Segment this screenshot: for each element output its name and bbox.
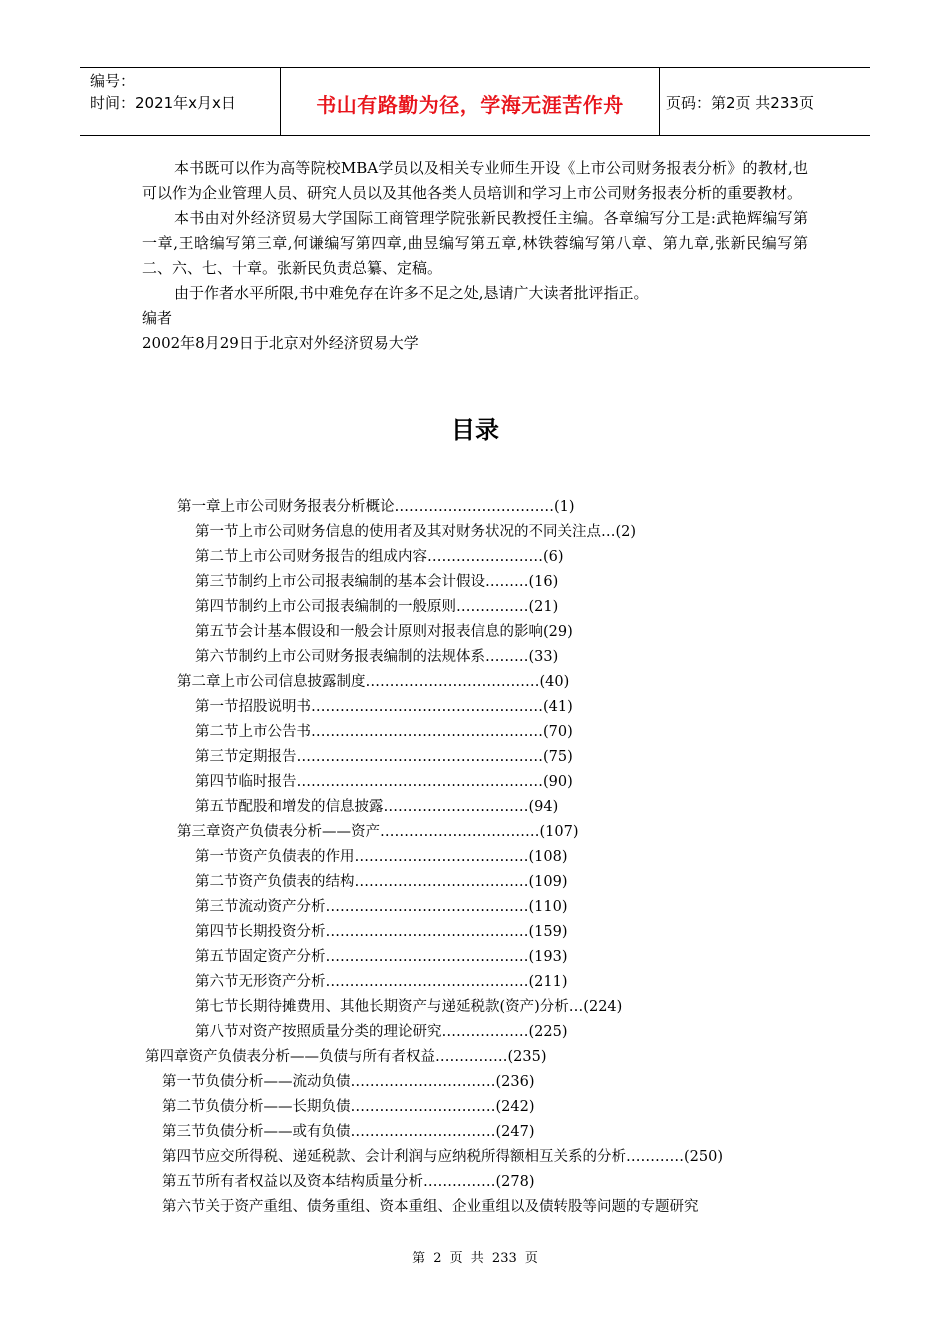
- toc-title: 目录: [451, 416, 499, 444]
- toc-section[interactable]: 第五节所有者权益以及资本结构质量分析……………(278): [162, 1174, 535, 1190]
- toc-chapter-4[interactable]: 第四章资产负债表分析——负债与所有者权益……………(235): [145, 1049, 547, 1065]
- toc-section[interactable]: 第一节负债分析——流动负债…………………………(236): [162, 1074, 535, 1090]
- toc-section[interactable]: 第一节资产负债表的作用………………………………(108): [195, 849, 568, 865]
- page-footer: 第 2 页 共 233 页: [412, 1251, 538, 1266]
- toc-section[interactable]: 第四节应交所得税、递延税款、会计利润与应纳税所得额相互关系的分析…………(250): [162, 1149, 723, 1165]
- toc-section[interactable]: 第二节资产负债表的结构………………………………(109): [195, 874, 568, 890]
- toc-section[interactable]: 第六节无形资产分析……………………………………(211): [195, 974, 568, 990]
- header-top-rule: [80, 67, 870, 68]
- toc-chapter-3[interactable]: 第三章资产负债表分析——资产……………………………(107): [177, 824, 579, 840]
- toc-section[interactable]: 第四节制约上市公司报表编制的一般原则……………(21): [195, 599, 559, 615]
- header-slogan: 书山有路勤为径，学海无涯苦作舟: [316, 93, 624, 117]
- header-meta: [90, 70, 236, 114]
- toc-section[interactable]: 第一节上市公司财务信息的使用者及其对财务状况的不同关注点…(2): [195, 524, 637, 540]
- toc-section[interactable]: 第三节制约上市公司报表编制的基本会计假设………(16): [195, 574, 559, 590]
- toc-section[interactable]: 第三节流动资产分析……………………………………(110): [195, 899, 568, 915]
- toc-section[interactable]: 第二节负债分析——长期负债…………………………(242): [162, 1099, 535, 1115]
- header-divider-left: [280, 67, 281, 135]
- header-bottom-rule: [80, 135, 870, 136]
- preface-signature: 编者: [142, 309, 173, 327]
- toc-section[interactable]: 第四节长期投资分析……………………………………(159): [195, 924, 568, 940]
- document-time: 时间：2021年x月x日: [90, 94, 236, 112]
- toc-chapter-2[interactable]: 第二章上市公司信息披露制度………………………………(40): [177, 674, 570, 690]
- document-number: 编号：: [90, 72, 136, 90]
- toc-section[interactable]: 第六节制约上市公司财务报表编制的法规体系………(33): [195, 649, 559, 665]
- toc-section[interactable]: 第八节对资产按照质量分类的理论研究………………(225): [195, 1024, 568, 1040]
- toc-section[interactable]: 第三节负债分析——或有负债…………………………(247): [162, 1124, 535, 1140]
- preface: [142, 156, 808, 356]
- header-divider-right: [659, 67, 660, 135]
- toc-section[interactable]: 第四节临时报告……………………………………………(90): [195, 774, 573, 790]
- preface-paragraph: 本书既可以作为高等院校MBA学员以及相关专业师生开设《上市公司财务报表分析》的教材,也可以作为企业管理人员、研究人员以及其他各类人员培训和学习上市公司财务报表分析的重要教材。: [142, 159, 808, 202]
- header-page-number: 页码：第2页 共233页: [666, 94, 814, 112]
- preface-paragraph: 本书由对外经济贸易大学国际工商管理学院张新民教授任主编。各章编写分工是:武艳辉编写第一章,王晗编写第三章,何谦编写第四章,曲昱编写第五章,林铁蓉编写第八章、第九章,张新民编写第二、六、七、十章。张新民负责总纂、定稿。: [142, 209, 808, 277]
- toc-section[interactable]: 第二节上市公司财务报告的组成内容……………………(6): [195, 549, 564, 565]
- toc-section[interactable]: 第五节配股和增发的信息披露…………………………(94): [195, 799, 559, 815]
- toc-chapter-1[interactable]: 第一章上市公司财务报表分析概论……………………………(1): [177, 499, 575, 515]
- toc-section[interactable]: 第一节招股说明书…………………………………………(41): [195, 699, 573, 715]
- toc-section[interactable]: 第六节关于资产重组、债务重组、资本重组、企业重组以及债转股等问题的专题研究: [162, 1199, 699, 1215]
- toc-section[interactable]: 第七节长期待摊费用、其他长期资产与递延税款(资产)分析…(224): [195, 999, 623, 1015]
- preface-paragraph: 由于作者水平所限,书中难免存在许多不足之处,恳请广大读者批评指正。: [174, 284, 649, 302]
- toc-section[interactable]: 第二节上市公告书…………………………………………(70): [195, 724, 573, 740]
- preface-date: 2002年8月29日于北京对外经济贸易大学: [142, 334, 419, 352]
- toc-section[interactable]: 第五节会计基本假设和一般会计原则对报表信息的影响(29): [195, 624, 573, 640]
- toc-section[interactable]: 第三节定期报告……………………………………………(75): [195, 749, 573, 765]
- toc-section[interactable]: 第五节固定资产分析……………………………………(193): [195, 949, 568, 965]
